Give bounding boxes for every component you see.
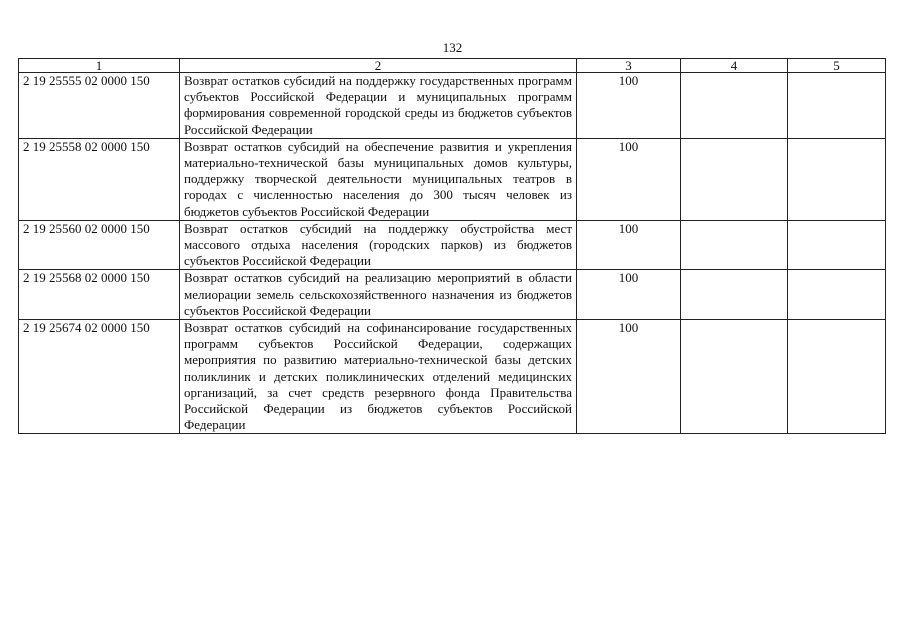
row-code: 2 19 25560 02 0000 150 [19, 220, 180, 270]
row-value-col3: 100 [577, 220, 681, 270]
column-header-3: 3 [577, 59, 681, 73]
row-code: 2 19 25555 02 0000 150 [19, 73, 180, 139]
row-description: Возврат остатков субсидий на софинансирование государственных программ субъектов Российской Федерации, содержащих мероприятия по развитию материально-технической базы детских поликлиник и детских поликлинических отделений медицинских организаций, за счет средств резервного фонда Правительства Российской Федерации из бюджетов субъектов Российской Федерации [180, 320, 577, 434]
table-row [19, 320, 886, 434]
header-row [19, 59, 886, 73]
row-description: Возврат остатков субсидий на обеспечение развития и укрепления материально-технической базы муниципальных домов культуры, поддержку творческой деятельности муниципальных театров в городах с численностью населения до 300 тысяч человек из бюджетов субъектов Российской Федерации [180, 138, 577, 220]
row-value-col5 [788, 320, 886, 434]
row-description: Возврат остатков субсидий на реализацию мероприятий в области мелиорации земель сельскохозяйственного назначения из бюджетов субъектов Российской Федерации [180, 270, 577, 320]
table-row [19, 220, 886, 270]
row-value-col4 [681, 320, 788, 434]
column-header-5: 5 [788, 59, 886, 73]
row-description: Возврат остатков субсидий на поддержку государственных программ субъектов Российской Федерации и муниципальных программ формирования современной городской среды из бюджетов субъектов Российской Федерации [180, 73, 577, 139]
row-value-col5 [788, 220, 886, 270]
budget-table [18, 58, 886, 434]
row-value-col5 [788, 270, 886, 320]
column-header-2: 2 [180, 59, 577, 73]
row-value-col3: 100 [577, 320, 681, 434]
row-code: 2 19 25568 02 0000 150 [19, 270, 180, 320]
row-value-col5 [788, 138, 886, 220]
row-value-col4 [681, 270, 788, 320]
row-value-col3: 100 [577, 138, 681, 220]
row-code: 2 19 25558 02 0000 150 [19, 138, 180, 220]
table-row [19, 270, 886, 320]
row-value-col3: 100 [577, 73, 681, 139]
row-value-col4 [681, 138, 788, 220]
row-value-col4 [681, 220, 788, 270]
row-description: Возврат остатков субсидий на поддержку обустройства мест массового отдыха населения (городских парков) из бюджетов субъектов Российской Федерации [180, 220, 577, 270]
row-value-col4 [681, 73, 788, 139]
table-row [19, 138, 886, 220]
row-value-col3: 100 [577, 270, 681, 320]
row-code: 2 19 25674 02 0000 150 [19, 320, 180, 434]
column-header-1: 1 [19, 59, 180, 73]
column-header-4: 4 [681, 59, 788, 73]
row-value-col5 [788, 73, 886, 139]
page-number: 132 [442, 40, 463, 55]
table-row [19, 73, 886, 139]
